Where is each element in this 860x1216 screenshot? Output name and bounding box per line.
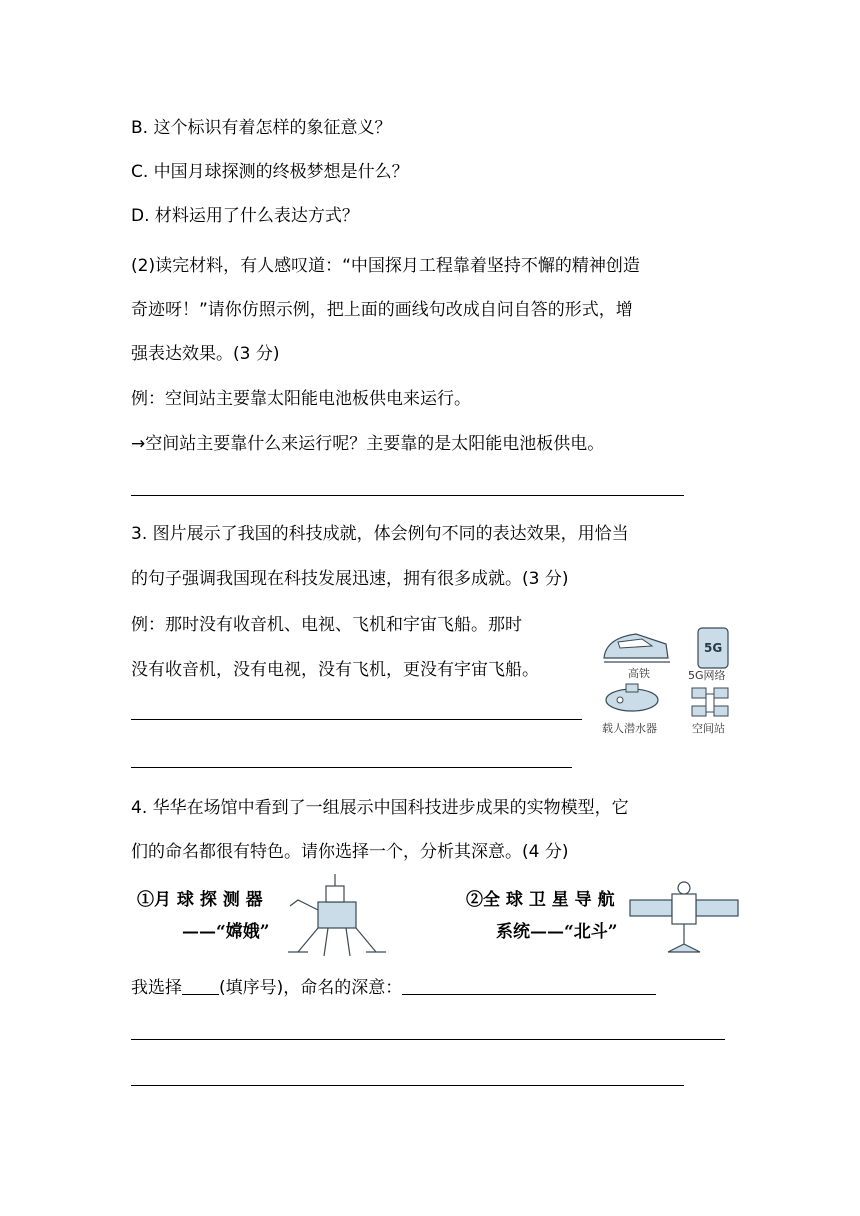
q4-line2: 们的命名都很有特色。请你选择一个，分析其深意。(4 分) [131,842,569,862]
train-icon [604,634,670,662]
q3-line1: 3. 图片展示了我国的科技成就，体会例句不同的表达效果，用恰当 [131,524,629,544]
q4-answer-prefix: 我选择 [131,978,182,998]
q2-example: 例：空间站主要靠太阳能电池板供电来运行。 [131,389,471,409]
q4-answer-line [131,976,656,1000]
lunar-lander-icon [284,872,390,960]
model2-label-line1: ②全 球 卫 星 导 航 [466,890,615,910]
station-caption: 空间站 [692,722,725,735]
q3-example-line1: 例：那时没有收音机、电视、飞机和宇宙飞船。那时 [131,615,522,635]
space-station-icon [692,688,728,716]
answer-line-q3-2[interactable] [131,767,572,768]
model1-label-line1: ①月 球 探 测 器 [137,890,263,910]
answer-line-q4-3[interactable] [131,1085,684,1086]
q3-line2: 的句子强调我国现在科技发展迅速，拥有很多成就。(3 分) [131,569,569,589]
submarine-icon [606,684,658,711]
q2-example-answer: →空间站主要靠什么来运行呢？主要靠的是太阳能电池板供电。 [131,434,605,454]
q4-line1: 4. 华华在场馆中看到了一组展示中国科技进步成果的实物模型，它 [131,798,629,818]
q2-part2-line1: (2)读完材料，有人感叹道：“中国探月工程靠着坚持不懈的精神创造 [131,256,640,276]
submarine-caption: 载人潜水器 [602,722,657,735]
answer-line-q3-1[interactable] [131,719,582,720]
number-blank[interactable] [182,976,219,995]
achievements-illustration [596,620,744,744]
q2-part2-line3: 强表达效果。(3 分) [131,344,280,364]
q2-part2-line2: 奇迹呀！”请你仿照示例，把上面的画线句改成自问自答的形式，增 [131,300,633,320]
option-b: B. 这个标识有着怎样的象征意义？ [131,118,392,138]
q4-answer-middle: (填序号)，命名的深意： [219,978,403,998]
phone-icon [698,628,728,668]
answer-line-q4-2[interactable] [131,1039,725,1040]
model1-label-line2: ——“嫦娥” [182,922,270,942]
option-d: D. 材料运用了什么表达方式？ [131,206,359,226]
phone-caption: 5G网络 [688,669,726,682]
model2-label-line2: 系统——“北斗” [496,922,618,942]
option-c: C. 中国月球探测的终极梦想是什么？ [131,162,409,182]
meaning-blank[interactable] [402,976,656,995]
q3-example-line2: 没有收音机，没有电视，没有飞机，更没有宇宙飞船。 [131,660,539,680]
train-caption: 高铁 [628,667,650,680]
answer-line-q2[interactable] [131,495,684,496]
satellite-icon [628,880,740,958]
phone-badge: 5G [704,641,723,655]
